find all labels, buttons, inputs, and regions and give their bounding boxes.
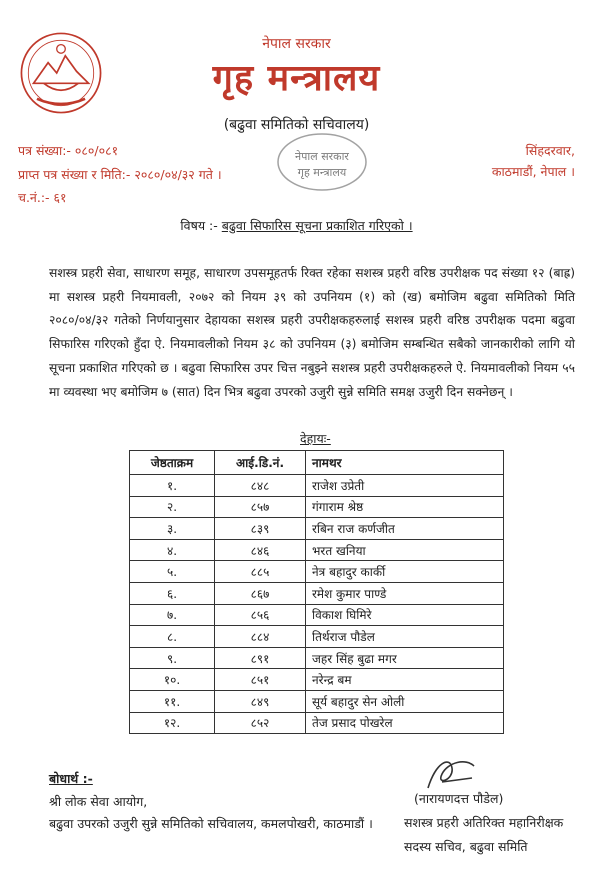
cell-name: सूर्य बहादुर सेन ओली	[306, 690, 504, 712]
reference-text: प्राप्त पत्र संख्या र मिति:- २०८०/०४/३२ गते ।	[18, 167, 222, 182]
ministry-title: गृह मन्त्रालय	[212, 57, 381, 99]
cell-id: ८९१	[215, 647, 306, 669]
signer-name: (नारायणदत्त पौडेल)	[414, 791, 504, 806]
cell-seniority: ४.	[130, 539, 215, 561]
table-body	[130, 475, 504, 734]
cell-id: ८३९	[215, 518, 306, 540]
promotion-table	[129, 450, 504, 734]
place-line-1: सिंहदरवार,	[525, 143, 575, 158]
cell-seniority: ९.	[130, 647, 215, 669]
cell-id: ८५१	[215, 669, 306, 691]
body-paragraph: सशस्त्र प्रहरी सेवा, साधारण समूह, साधारण उपसमूहतर्फ रिक्त रहेका सशस्त्र प्रहरी वरिष्ठ उपरीक्षक पद संख्या १२ (बाह्र) मा सशस्त्र प्रहरी नियमावली, २०७२ को नियम ३९ को उपनियम (१) को (ख) बमोजिम बढुवा समितिको मिति २०८०/०४/३२ गतेको निर्णयानुसार देहायका सशस्त्र प्रहरी उपरीक्षकहरुलाई सशस्त्र प्रहरी वरिष्ठ उपरीक्षक पदमा बढुवा सिफारिस गरिएको हुँदा ऐ. नियमावलीको नियम ३८ को उपनियम (३) बमोजिम सम्बन्धित सबैको जानकारीको लागि यो सूचना प्रकाशित गरिएको छ । बढुवा सिफारिस उपर चित्त नबुझ्ने सशस्त्र प्रहरी उपरीक्षकहरुले ऐ. नियमावलीको नियम ५५ मा व्यवस्था भए बमोजिम ७ (सात) दिन भित्र बढुवा उपरको उजुरी सुन्ने समिति समक्ष उजुरी दिन सक्नेछन् ।	[49, 266, 575, 399]
table-row	[130, 582, 504, 604]
cc-line-1: श्री लोक सेवा आयोग,	[49, 794, 148, 809]
cell-name: रबिन राज कर्णजीत	[306, 518, 504, 540]
table-row	[130, 518, 504, 540]
table-row	[130, 561, 504, 583]
cell-name: नरेन्द्र बम	[306, 669, 504, 691]
cell-name: रमेश कुमार पाण्डे	[306, 582, 504, 604]
cell-seniority: २.	[130, 496, 215, 518]
cell-id: ८८५	[215, 561, 306, 583]
column-header-id: आई.डि.नं.	[215, 451, 306, 475]
place-line-2: काठमाडौं, नेपाल ।	[491, 164, 575, 179]
table-row	[130, 647, 504, 669]
cell-seniority: ६.	[130, 582, 215, 604]
cell-name: गंगाराम श्रेष्ठ	[306, 496, 504, 518]
signature-icon	[422, 752, 482, 794]
table-row	[130, 604, 504, 626]
cc-heading: बोधार्थ :-	[49, 771, 93, 786]
subject-text: बढुवा सिफारिस सूचना प्रकाशित गरिएको ।	[221, 218, 413, 233]
cell-id: ८५२	[215, 712, 306, 734]
cell-id: ८४८	[215, 475, 306, 497]
cell-id: ८५६	[215, 604, 306, 626]
cell-name: भरत खनिया	[306, 539, 504, 561]
list-heading: देहायः-	[300, 431, 331, 446]
signer-title-2: सदस्य सचिव, बढुवा समिति	[404, 839, 528, 854]
table-row	[130, 539, 504, 561]
table-row	[130, 475, 504, 497]
table-header-row	[130, 451, 504, 475]
government-title: नेपाल सरकार	[262, 36, 331, 52]
table-row	[130, 496, 504, 518]
subject-prefix: विषय :-	[180, 218, 218, 233]
cell-id: ८४९	[215, 690, 306, 712]
cell-seniority: ७.	[130, 604, 215, 626]
cell-id: ८५७	[215, 496, 306, 518]
cell-name: नेत्र बहादुर कार्की	[306, 561, 504, 583]
cc-line-2: बढुवा उपरको उजुरी सुन्ने समितिको सचिवालय, कमलपोखरी, काठमाडौं ।	[49, 816, 373, 831]
svg-text:नेपाल सरकार: नेपाल सरकार	[295, 150, 349, 163]
subject-line	[0, 217, 593, 234]
table-row	[130, 690, 504, 712]
cell-seniority: १.	[130, 475, 215, 497]
table-row	[130, 669, 504, 691]
cell-id: ८८४	[215, 626, 306, 648]
office-stamp-icon	[276, 132, 368, 192]
table-row	[130, 626, 504, 648]
table-row	[130, 712, 504, 734]
cell-id: ८६७	[215, 582, 306, 604]
cell-seniority: ३.	[130, 518, 215, 540]
cell-id: ८४६	[215, 539, 306, 561]
office-subtitle: (बढुवा समितिको सचिवालय)	[223, 117, 370, 133]
cell-name: राजेश उप्रेती	[306, 475, 504, 497]
cell-seniority: ८.	[130, 626, 215, 648]
cell-name: जहर सिंह बुढा मगर	[306, 647, 504, 669]
letter-number: पत्र संख्या:- ०८०/०८१	[18, 143, 119, 158]
cell-seniority: १२.	[130, 712, 215, 734]
cell-name: विकाश घिमिरे	[306, 604, 504, 626]
column-header-seniority: जेष्ठताक्रम	[130, 451, 215, 475]
cell-seniority: ११.	[130, 690, 215, 712]
dispatch-number: च.नं.:- ६१	[18, 190, 67, 205]
cell-seniority: ५.	[130, 561, 215, 583]
signer-title-1: सशस्त्र प्रहरी अतिरिक्त महानिरीक्षक	[404, 815, 564, 830]
cell-name: तेज प्रसाद पोखरेल	[306, 712, 504, 734]
svg-text:गृह मन्त्रालय: गृह मन्त्रालय	[297, 166, 347, 179]
cell-name: तिर्थराज पौडेल	[306, 626, 504, 648]
column-header-name: नामथर	[306, 451, 504, 475]
reference-line	[18, 166, 222, 183]
cell-seniority: १०.	[130, 669, 215, 691]
